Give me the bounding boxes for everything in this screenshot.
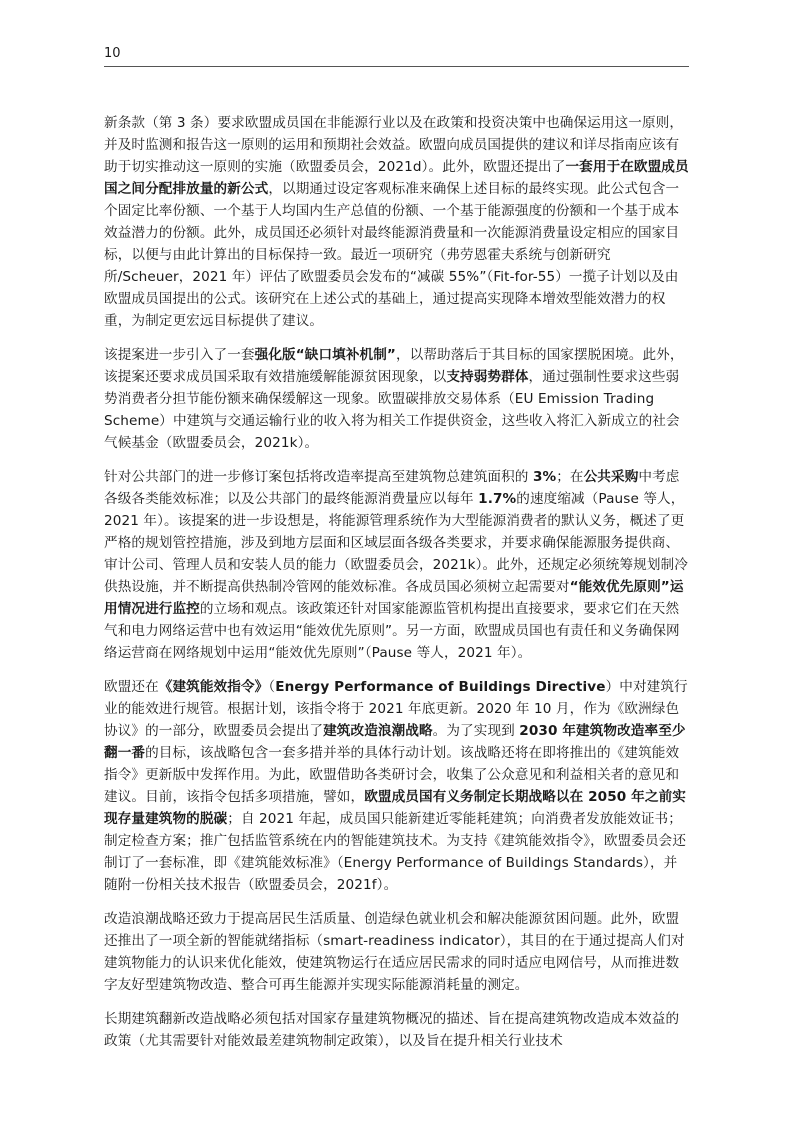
bold-text: 欧盟成员国有义务制定长期战略以在 2050 年之前实现存量建筑物的脱碳 — [104, 789, 686, 827]
body-text — [104, 112, 689, 1064]
bold-text: 建筑改造浪潮战略 — [323, 723, 433, 739]
bold-text: 3% — [532, 469, 557, 485]
bold-text: 强化版“缺口填补机制” — [254, 347, 396, 363]
bold-text: 一套用于在欧盟成员国之间分配排放量的新公式 — [104, 159, 689, 197]
bold-text: “能效优先原则”运用情况进行监控 — [104, 579, 684, 617]
text-segment: 的立场和观点。该政策还针对国家能源监管机构提出直接要求，要求它们在天然气和电力网络运营中也有效运用“能效优先原则”。另一方面，欧盟成员国也有责任和义务确保网络运营商在网络规划中运用“能效优先原则”（Pause 等人，2021 年）。 — [104, 601, 680, 661]
bold-text: 《建筑能效指令》 — [158, 679, 269, 695]
text-segment: 该提案进一步引入了一套 — [104, 347, 255, 363]
text-segment: 中考虑各级各类能效标准；以及公共部门的最终能源消费量应以每年 — [104, 469, 680, 507]
paragraph — [104, 466, 689, 664]
text-segment: ）中对建筑行业的能效进行规管。根据计划，该指令将于 2021 年底更新。2020 年 10 月，作为《欧洲绿色协议》的一部分，欧盟委员会提出了 — [104, 679, 688, 739]
header-rule — [104, 66, 689, 67]
paragraph — [104, 1008, 689, 1052]
text-segment: ，以帮助落后于其目标的国家摆脱困境。此外，该提案还要求成员国采取有效措施缓解能源贫困现象，以 — [104, 347, 684, 385]
text-segment: 的目标，该战略包含一套多措并举的具体行动计划。该战略还将在即将推出的《建筑能效指令》更新版中发挥作用。为此，欧盟借助各类研讨会，收集了公众意见和利益相关者的意见和建议。目前，该指令包括多项措施，譬如， — [104, 745, 680, 805]
text-segment: （ — [268, 679, 276, 695]
bold-text: Energy Performance of Buildings Directive — [275, 679, 606, 695]
paragraph — [104, 344, 689, 454]
page-number: 10 — [104, 46, 121, 61]
bold-text: 支持弱势群体 — [446, 369, 529, 385]
text-segment: 新条款（第 3 条）要求欧盟成员国在非能源行业以及在政策和投资决策中也确保运用这一原则，并及时监测和报告这一原则的运用和预期社会效益。欧盟向成员国提供的建议和详尽指南应该有助于切实推动这一原则的实施（欧盟委员会，2021d）。此外，欧盟还提出了 — [104, 115, 684, 175]
bold-text: 公共采购 — [583, 469, 639, 485]
text-segment: 针对公共部门的进一步修订案包括将改造率提高至建筑物总建筑面积的 — [104, 469, 533, 485]
text-segment: 长期建筑翻新改造战略必须包括对国家存量建筑物概况的描述、旨在提高建筑物改造成本效益的政策（尤其需要针对能效最差建筑物制定政策），以及旨在提升相关行业技术 — [104, 1011, 680, 1049]
bold-text: 1.7% — [478, 491, 517, 507]
text-segment: 的速度缩减（Pause 等人，2021 年）。该提案的进一步设想是，将能源管理系统作为大型能源消费者的默认义务，概述了更严格的规划管控措施，涉及到地方层面和区域层面各级各类要求，并要求确保能源服务提供商、审计公司、管理人员和安装人员的能力（欧盟委员会，2021k）。此外，还规定必须统筹规划制冷供热设施，并不断提高供热制冷管网的能效标准。各成员国必须树立起需要对 — [104, 491, 688, 595]
text-segment: ；在 — [556, 469, 584, 485]
bold-text: 2030 年建筑物改造率至少翻一番 — [104, 723, 686, 761]
text-segment: ；自 2021 年起，成员国只能新建近零能耗建筑；向消费者发放能效证书；制定检查方案；推广包括监管系统在内的智能建筑技术。为支持《建筑能效指令》，欧盟委员会还制订了一套标准，即《建筑能效标准》（Energy Performance of Buildings Standards），并随附一份相关技术报告（欧盟委员会，2021f）。 — [104, 811, 687, 893]
paragraph — [104, 112, 689, 332]
text-segment: 。为了实现到 — [432, 723, 520, 739]
paragraph — [104, 676, 689, 896]
paragraph — [104, 908, 689, 996]
text-segment: ，以期通过设定客观标准来确保上述目标的最终实现。此公式包含一个固定比率份额、一个基于人均国内生产总值的份额、一个基于能源强度的份额和一个基于成本效益潜力的份额。此外，成员国还必须针对最终能源消费量和一次能源消费量设定相应的国家目标，以便与由此计算出的目标保持一致。最近一项研究（弗劳恩霍夫系统与创新研究所/Scheuer，2021 年）评估了欧盟委员会发布的“减碳 55%”（Fit-for-55）一揽子计划以及由欧盟成员国提出的公式。该研究在上述公式的基础上，通过提高实现降本增效型能效潜力的权重，为制定更宏远目标提供了建议。 — [104, 181, 680, 329]
text-segment: ，通过强制性要求这些弱势消费者分担节能份额来确保缓解这一现象。欧盟碳排放交易体系（EU Emission Trading Scheme）中建筑与交通运输行业的收入将为相关工作提供资金，这些收入将汇入新成立的社会气候基金（欧盟委员会，2021k）。 — [104, 369, 680, 451]
text-segment: 欧盟还在 — [104, 679, 159, 695]
text-segment: 改造浪潮战略还致力于提高居民生活质量、创造绿色就业机会和解决能源贫困问题。此外，欧盟还推出了一项全新的智能就绪指标（smart-readiness indicator），其目的在于通过提高人们对建筑物能力的认识来优化能效，使建筑物运行在适应居民需求的同时适应电网信号，从而推进数字友好型建筑物改造、整合可再生能源并实现实际能源消耗量的测定。 — [104, 911, 685, 993]
